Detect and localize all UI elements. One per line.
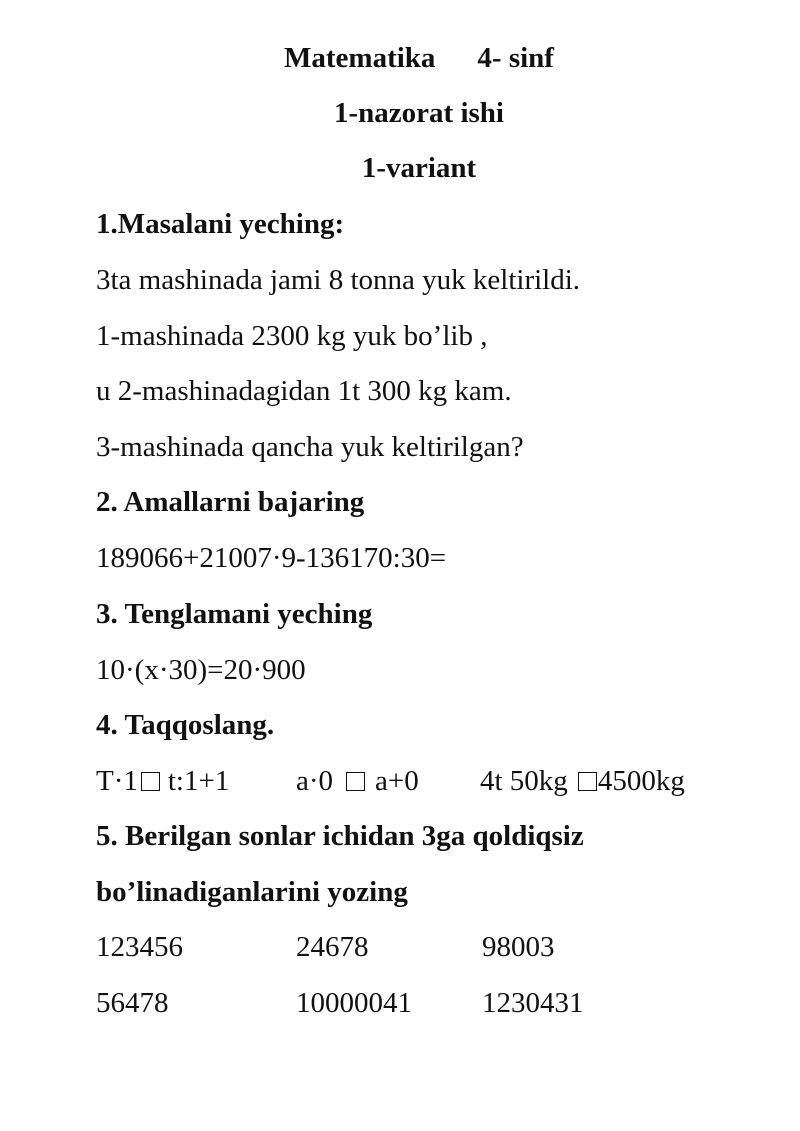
number-item: 24678 [296, 931, 369, 963]
task1-line: 3-mashinada qancha yuk keltirilgan? [96, 431, 524, 463]
comparison-left: a·0 [296, 765, 334, 797]
task4-heading: 4. Taqqoslang. [96, 709, 275, 741]
comparison-box [578, 772, 597, 791]
task5-heading: 5. Berilgan sonlar ichidan 3ga qoldiqsiz [96, 820, 584, 852]
task3-heading: 3. Tenglamani yeching [96, 598, 373, 630]
header-title [0, 40, 800, 76]
subject-title: Matematika [284, 42, 436, 74]
number-item: 98003 [482, 931, 555, 963]
comparison-right: 4500kg [597, 765, 685, 797]
number-item: 56478 [96, 987, 169, 1019]
task2-heading: 2. Amallarni bajaring [96, 486, 365, 518]
comparison-item [296, 763, 419, 799]
comparison-box [346, 772, 365, 791]
task3-equation: 10·(x·30)=20·900 [96, 654, 306, 686]
task1-line: 1-mashinada 2300 kg yuk bo’lib , [96, 320, 488, 352]
task1-line: 3ta mashinada jami 8 tonna yuk keltirildi. [96, 264, 581, 296]
comparison-left: 4t 50kg [480, 765, 568, 797]
comparison-left: T·1 [96, 765, 138, 797]
number-item: 1230431 [482, 987, 584, 1019]
comparison-item [96, 763, 229, 799]
comparison-right: a+0 [375, 765, 419, 797]
number-item: 123456 [96, 931, 183, 963]
task1-heading: 1.Masalani yeching: [96, 208, 345, 240]
comparison-box [141, 772, 160, 791]
task2-expression: 189066+21007·9-136170:30= [96, 542, 447, 574]
comparison-item [480, 763, 685, 799]
task1-line: u 2-mashinadagidan 1t 300 kg kam. [96, 375, 512, 407]
number-item: 10000041 [296, 987, 412, 1019]
grade-label: 4- sinf [477, 42, 554, 74]
comparison-right: t:1+1 [167, 765, 230, 797]
test-title: 1-nazorat ishi [334, 97, 504, 129]
task5-heading-continued: bo’linadiganlarini yozing [96, 876, 408, 908]
variant-label: 1-variant [361, 152, 477, 184]
